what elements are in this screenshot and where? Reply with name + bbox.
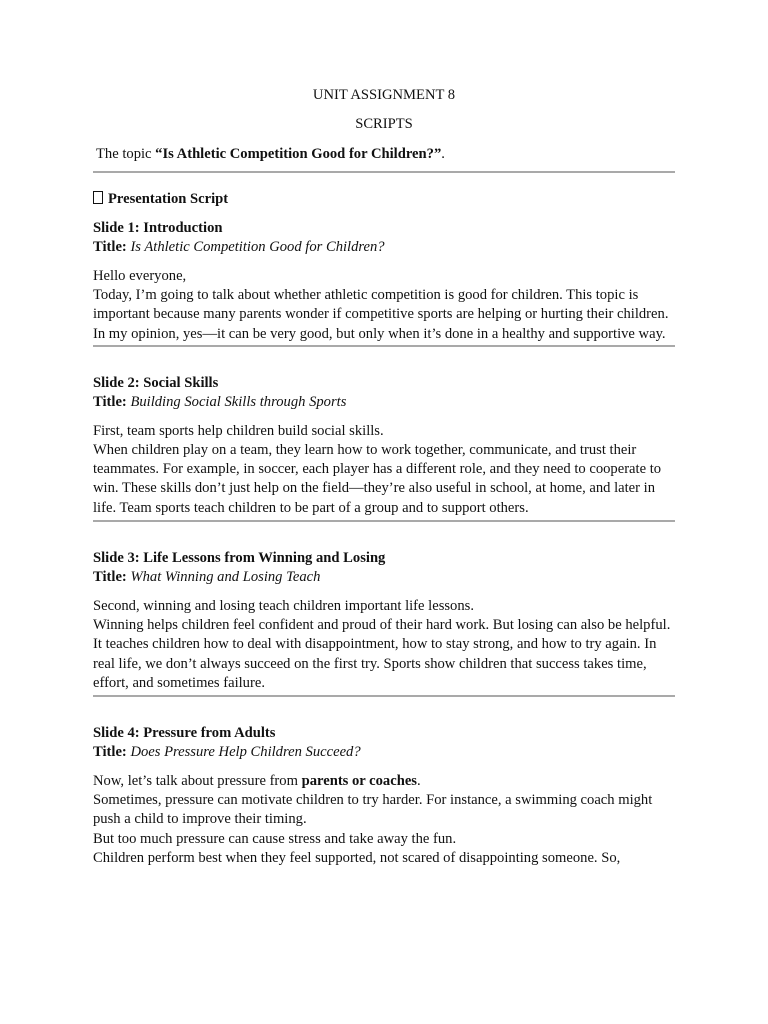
- slide-paragraph: Children perform best when they feel supported, not scared of disappointing someone. So,: [93, 849, 621, 866]
- slide-title: [93, 743, 675, 762]
- slide-title-label: Title:: [93, 744, 127, 761]
- slide-title-label: Title:: [93, 394, 127, 411]
- slide-paragraph: Sometimes, pressure can motivate children to try harder. For instance, a swimming coach might push a child to improve their timing.: [93, 792, 653, 828]
- slide-section-3: [93, 549, 675, 693]
- document-subtitle: SCRIPTS: [355, 116, 413, 133]
- intro-prefix: Now, let’s talk about pressure from: [93, 772, 302, 789]
- slide-title-value: What Winning and Losing Teach: [130, 569, 321, 586]
- topic-suffix: .: [441, 145, 445, 162]
- slide-body: [93, 267, 675, 344]
- slide-title-value: Building Social Skills through Sports: [130, 394, 347, 411]
- divider: [93, 520, 675, 522]
- presentation-script-heading: [93, 190, 675, 209]
- slide-heading: Slide 4: Pressure from Adults: [93, 725, 276, 742]
- slide-heading: Slide 2: Social Skills: [93, 374, 219, 391]
- intro-bold: parents or coaches: [301, 772, 417, 789]
- intro-suffix: .: [416, 772, 421, 789]
- slide-title: [93, 393, 675, 412]
- slide-body: [93, 772, 675, 868]
- slide-paragraph: But too much pressure can cause stress and take away the fun.: [93, 830, 457, 847]
- empty-box-icon: [93, 191, 103, 204]
- document-title: UNIT ASSIGNMENT 8: [312, 87, 456, 103]
- slide-paragraph: Today, I’m going to talk about whether athletic competition is good for children. This topic is important because many parents wonder if competitive sports are helping or hurting their children. In my opinion, yes—it can be very good, but only when it’s done in a healthy and supportive way.: [93, 287, 669, 342]
- slide-section-2: [93, 374, 675, 518]
- slide-section-4: [93, 724, 675, 868]
- slide-paragraph: Second, winning and losing teach children important life lessons.: [93, 597, 474, 614]
- topic-question: “Is Athletic Competition Good for Children?”: [155, 145, 442, 162]
- presentation-heading-text: Presentation Script: [108, 190, 229, 207]
- slide-paragraph: Winning helps children feel confident and proud of their hard work. But losing can also be helpful. It teaches children how to deal with disappointment, how to stay strong, and how to try again. In real life, we don’t always succeed on the first try. Sports show children that success takes time, effort, and sometimes failure.: [93, 616, 671, 691]
- topic-line: [96, 145, 675, 164]
- slide-heading: Slide 1: Introduction: [93, 220, 223, 237]
- slide-title: [93, 238, 675, 257]
- slide-paragraph: [93, 772, 675, 791]
- document-page: [93, 86, 675, 868]
- slide-title-label: Title:: [93, 239, 127, 256]
- slide-title-value: Does Pressure Help Children Succeed?: [130, 744, 361, 761]
- slide-body: [93, 597, 675, 693]
- divider: [93, 345, 675, 347]
- slide-section-1: [93, 219, 675, 344]
- slide-paragraph: First, team sports help children build social skills.: [93, 422, 384, 439]
- divider: [93, 695, 675, 697]
- topic-prefix: The topic: [96, 145, 156, 162]
- divider: [93, 171, 675, 173]
- slide-title-value: Is Athletic Competition Good for Children?: [130, 239, 385, 256]
- slide-title-label: Title:: [93, 569, 127, 586]
- slide-heading: Slide 3: Life Lessons from Winning and Losing: [93, 550, 386, 567]
- slide-title: [93, 568, 675, 587]
- slide-paragraph: When children play on a team, they learn how to work together, communicate, and trust their teammates. For example, in soccer, each player has a different role, and they need to cooperate to win. These skills don’t just help on the field—they’re also useful in school, at home, and later in life. Team sports teach children to be part of a group and to support others.: [93, 441, 662, 516]
- slide-paragraph: Hello everyone,: [93, 267, 187, 284]
- slide-body: [93, 422, 675, 518]
